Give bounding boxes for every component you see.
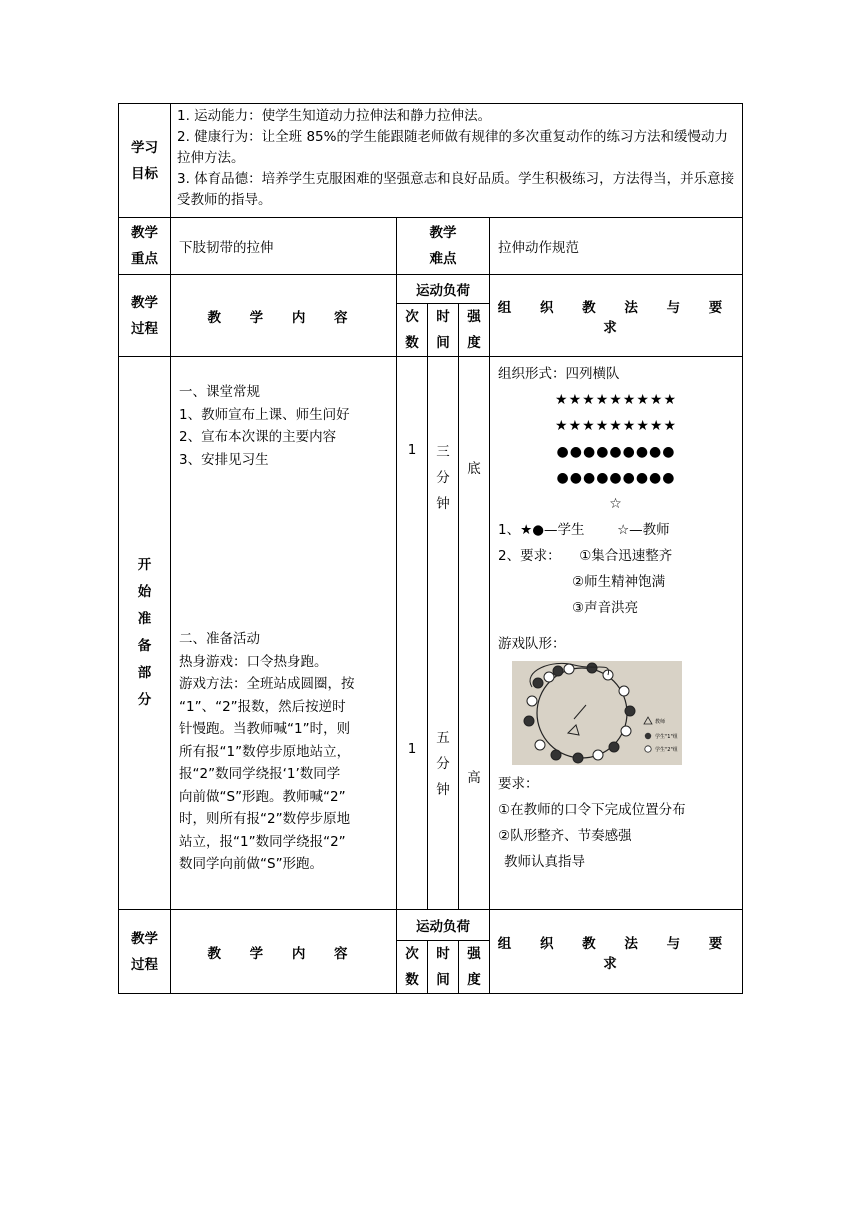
content-line: 所有报“1”数停步原地站立， <box>179 743 351 760</box>
requirement-item: ①集合迅速整齐 <box>579 548 673 564</box>
content-line: 向前做“S”形跑。教师喊“2” <box>179 788 346 805</box>
intensity-value: 高 <box>467 770 481 786</box>
requirement-label: 2、要求： <box>498 548 561 564</box>
org-header: 组 织 教 法 与 要 求 <box>490 910 743 994</box>
section-label-cell: 开 始 准 备 部 分 <box>119 357 171 910</box>
content-line: 数同学向前做“S”形跑。 <box>179 856 324 872</box>
content-header: 教 学 内 容 <box>171 910 397 994</box>
difficulty-label-cell <box>397 218 490 275</box>
times-header: 次 数 <box>397 304 428 357</box>
difficulty-label: 难点 <box>429 251 457 267</box>
focus-value: 下肢韧带的拉伸 <box>171 218 397 275</box>
intensity-value: 底 <box>467 461 481 477</box>
content-line: 时，则所有报“2”数停步原地 <box>179 811 351 827</box>
goal-item: 2. 健康行为：让全班 85%的学生能跟随老师做有规律的多次重复动作的练习方法和缓慢动力拉伸方法。 <box>177 129 728 166</box>
formation-row: ●●●●●●●●● <box>556 444 676 460</box>
goal-item: 3. 体育品德：培养学生克服困难的坚强意志和良好品质。学生积极练习，方法得当，并乐意接受教师的指导。 <box>177 171 735 208</box>
process-label-cell: 教学 过程 <box>119 910 171 994</box>
game-formation-label: 游戏队形： <box>498 636 566 652</box>
section-content <box>171 357 397 910</box>
content-line: “1”、“2”报数，然后按逆时 <box>179 698 346 715</box>
content-line: 2、宣布本次课的主要内容 <box>179 429 337 445</box>
goal-item: 1. 运动能力：使学生知道动力拉伸法和静力拉伸法。 <box>177 108 492 124</box>
focus-label: 重点 <box>131 251 158 267</box>
process-label: 过程 <box>131 320 158 337</box>
formation-row: ★★★★★★★★★ <box>555 392 678 408</box>
focus-label: 教学 <box>131 225 158 241</box>
figure-legend: 学生"2"组 <box>655 747 678 753</box>
content-line: 游戏方法：全班站成圆圈，按 <box>179 676 355 692</box>
difficulty-label: 教学 <box>429 225 457 241</box>
content-line: 3、安排见习生 <box>179 451 269 468</box>
triangle-icon <box>568 725 579 735</box>
times-value: 1 <box>407 741 417 757</box>
circle-formation-diagram <box>512 661 682 765</box>
lesson-plan-table <box>118 103 743 994</box>
formation-row: ●●●●●●●●● <box>556 470 676 486</box>
times-value: 1 <box>407 442 417 458</box>
load-header: 运动负荷 <box>397 275 490 304</box>
content-line: 站立，报“1”数同学绕报“2” <box>179 833 346 850</box>
goals-label: 目标 <box>131 165 158 182</box>
load-header: 运动负荷 <box>397 910 490 941</box>
goals-label: 学习 <box>131 139 158 156</box>
duration-header: 时 间 <box>428 304 459 357</box>
intensity-header: 强 度 <box>459 941 490 994</box>
requirement-label: 要求： <box>498 776 539 792</box>
process-label: 教学 <box>131 294 158 311</box>
formation-row: ★★★★★★★★★ <box>555 418 678 434</box>
difficulty-value: 拉伸动作规范 <box>490 218 743 275</box>
times-header: 次 数 <box>397 941 428 994</box>
duration-cell: 三 分 钟 五 分 钟 <box>428 357 459 910</box>
requirement-item: ②队形整齐、节奏感强 <box>498 828 632 844</box>
org-header: 组 织 教 法 与 要 求 <box>490 275 743 357</box>
requirement-item: 教师认真指导 <box>504 854 585 870</box>
requirement-item: ①在教师的口令下完成位置分布 <box>498 802 686 818</box>
section-org <box>490 357 743 910</box>
content-line: 1、教师宣布上课、师生问好 <box>179 406 350 423</box>
requirement-item: ②师生精神饱满 <box>572 574 666 590</box>
times-cell <box>397 357 428 910</box>
content-line: 报“2”数同学绕报‘1’数同学 <box>179 766 341 782</box>
figure-legend: 教师 <box>655 719 666 725</box>
duration-header: 时 间 <box>428 941 459 994</box>
legend-students: 1、★●—学生 <box>498 522 585 538</box>
content-line: 热身游戏：口令热身跑。 <box>179 653 328 670</box>
focus-label-cell <box>119 218 171 275</box>
process-label-cell <box>119 275 171 357</box>
intensity-header: 强 度 <box>459 304 490 357</box>
requirement-item: ③声音洪亮 <box>572 600 639 616</box>
figure-legend: 学生"1"组 <box>655 734 678 740</box>
org-form: 组织形式：四列横队 <box>498 366 620 382</box>
goals-cell <box>171 104 743 218</box>
game-formation-figure <box>512 661 682 765</box>
goals-label-cell <box>119 104 171 218</box>
teacher-star: ☆ <box>609 496 623 512</box>
legend-line <box>498 517 734 543</box>
legend-teacher: ☆—教师 <box>617 522 670 538</box>
content-line: 一、课堂常规 <box>179 384 260 400</box>
content-header: 教 学 内 容 <box>171 275 397 357</box>
requirement-line <box>498 543 734 569</box>
content-line: 二、准备活动 <box>179 631 260 647</box>
intensity-cell <box>459 357 490 910</box>
content-line: 针慢跑。当教师喊“1”时，则 <box>179 721 351 737</box>
